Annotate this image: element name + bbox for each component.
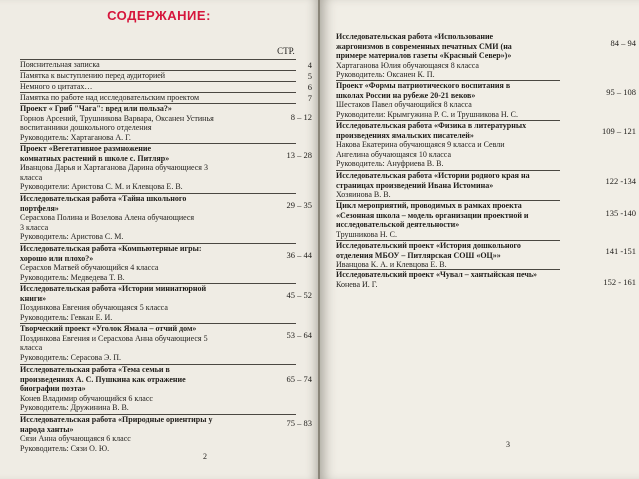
toc-entry-pages: 4 <box>307 60 312 70</box>
toc-entry-pages: 45 – 52 <box>286 290 312 300</box>
page-number: 3 <box>506 440 510 449</box>
toc-entry: Исследовательская работа «Физика в литературных произведениях ямальских писателей» Накова Екатерина обучающаяся 9 класса и Севли Ангелина обучающаяся 10 класса Руководитель: Ануфриева В. В. <box>336 121 527 168</box>
page-number: 2 <box>203 452 207 461</box>
toc-entry: Исследовательская работа «Компьютерные игры: хорошо или плохо?» Серасхов Матвей обучающийся 4 класса Руководитель: Медведева Т. В. <box>20 244 202 282</box>
toc-entry: Памятка по работе над исследовательским проектом <box>20 93 200 102</box>
toc-entry: Немного о цитатах… <box>20 82 93 91</box>
contents-title: СОДЕРЖАНИЕ: <box>107 8 211 23</box>
toc-entry-pages: 65 – 74 <box>286 374 312 384</box>
toc-entry-pages: 13 – 28 <box>286 150 312 160</box>
toc-entry-pages: 6 <box>307 82 312 92</box>
toc-entry: Исследовательская работа «Тема семьи в произведениях А. С. Пушкина как отражение биографии поэта» Конев Владимир обучающийся 6 класс Руководитель: Дружинина В. В. <box>20 365 186 412</box>
toc-entry-pages: 29 – 35 <box>286 200 312 210</box>
toc-entry: Исследовательская работа «Тайна школьного портфеля» Серасхова Полина и Возелова Алена обучающиеся 3 класса Руководитель: Аристова С. М. <box>20 194 195 241</box>
toc-entry: Проект «Формы патриотического воспитания в школах России на рубеже 20-21 веков» Шестаков Павел обучающийся 8 класса Руководители: Крымгужина Р. С. и Трушникова Н. С. <box>336 81 518 119</box>
toc-entry-pages: 135 -140 <box>605 208 636 218</box>
toc-entry: Исследовательский проект «История дошкольного отделения МБОУ – Питлярская СОШ «ОЦ»» Иванцова К. А. и Клевцова Е. В. <box>336 241 521 269</box>
toc-entry-pages: 122 -134 <box>605 176 636 186</box>
toc-entry: Памятка к выступлению перед аудиторией <box>20 71 166 80</box>
toc-entry-pages: 141 -151 <box>605 246 636 256</box>
toc-entry: Творческий проект «Уголок Ямала – отчий дом» Поздинкова Евгения и Серасхова Анна обучающиеся 5 класса Руководитель: Серасова Э. П. <box>20 324 208 362</box>
toc-entry: Исследовательская работа «Природные ориентиры у народа ханты» Сязи Анна обучающаяся 6 класс Руководитель: Сязи О. Ю. <box>20 415 213 453</box>
page-column-header: СТР. <box>277 46 295 56</box>
toc-entry: Проект « Гриб "Чага": вред или польза?» Горнов Арсений, Трушникова Варвара, Оксанен Устинья воспитанники дошкольного отделения Руководитель: Хартаганова А. Г. <box>20 104 214 142</box>
toc-entry: Исследовательская работа «Использование жаргонизмов в современных печатных СМИ (на примере материалов газеты «Красный Север»)» Хартаганова Юлия обучающаяся 8 класса Руководитель: Оксанен К. П. <box>336 32 512 79</box>
toc-entry: Проект «Вегетативное размножение комнатных растений в школе с. Питляр» Иванцова Дарья и Хартаганова Дарина обучающиеся 3 класса Руководители: Аристова С. М. и Клевцова Е. В. <box>20 144 208 191</box>
toc-entry-pages: 36 – 44 <box>286 250 312 260</box>
toc-entry-pages: 84 – 94 <box>610 38 636 48</box>
left-page <box>0 0 318 479</box>
toc-entry-pages: 109 – 121 <box>602 126 636 136</box>
toc-entry-pages: 5 <box>307 71 312 81</box>
right-page <box>320 0 639 479</box>
toc-entry-pages: 152 - 161 <box>603 277 636 287</box>
toc-entry: Исследовательская работа «Истории миниатюрной книги» Поздинкова Евгения обучающаяся 5 класса Руководитель: Гевкан Е. И. <box>20 284 207 322</box>
toc-entry-pages: 75 – 83 <box>286 418 312 428</box>
toc-entry: Исследовательский проект «Чувал – хантыйская печь» Конева И. Г. <box>336 270 538 289</box>
toc-entry-pages: 53 – 64 <box>286 330 312 340</box>
toc-entry: Пояснительная записка <box>20 60 100 69</box>
toc-entry-pages: 95 – 108 <box>606 87 636 97</box>
toc-entry-pages: 7 <box>307 93 312 103</box>
toc-entry-pages: 8 – 12 <box>290 112 312 122</box>
toc-entry: Цикл мероприятий, проводимых в рамках проекта «Сезонная школа – модель организации проектной и исследовательской деятельности» Трушникова Н. С. <box>336 201 529 239</box>
toc-entry: Исследовательская работа «Истории родного края на страницах произведений Ивана Истомина» Хозяинова В. В. <box>336 171 530 199</box>
